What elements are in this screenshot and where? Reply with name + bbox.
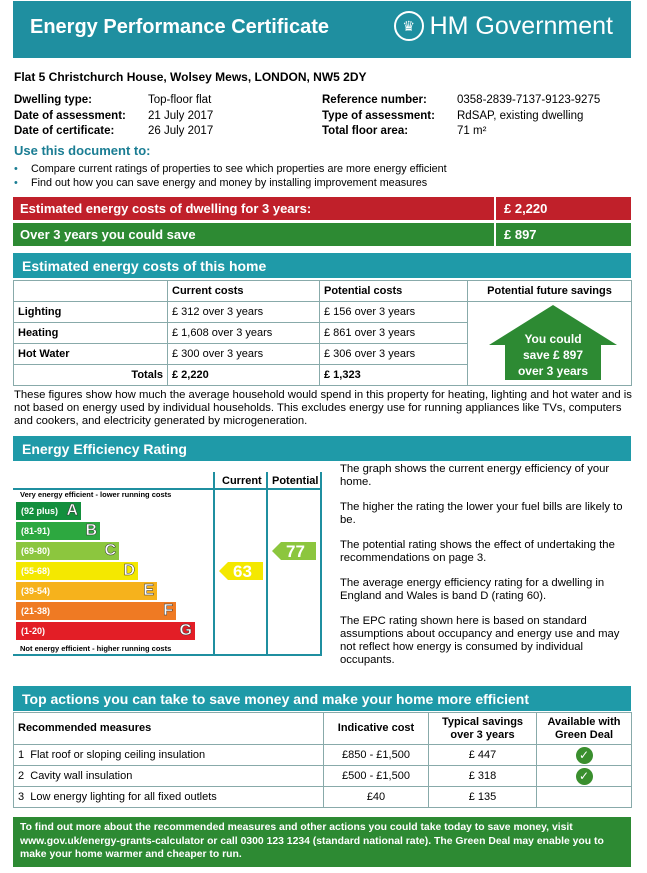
band-range: (1-20) [21, 626, 46, 636]
row-name: Heating [14, 323, 168, 344]
detail-label: Reference number: [322, 94, 427, 106]
royal-crest-icon: ♛ [394, 11, 424, 41]
detail-value: 21 July 2017 [148, 109, 214, 122]
potential-column-header: Potential [272, 475, 319, 487]
indicative-cost: £500 - £1,500 [324, 766, 429, 787]
band-letter: E [143, 582, 154, 599]
detail-label: Dwelling type: [14, 94, 92, 106]
rating-band-b [16, 522, 100, 540]
measure-number: 2 [18, 770, 25, 782]
green-deal-check-icon: ✓ [576, 768, 593, 785]
detail-value: Top-floor flat [148, 94, 212, 106]
details-right [322, 93, 600, 140]
total-potential: £ 1,323 [320, 365, 468, 386]
hm-government-logo [394, 11, 613, 41]
bullet-icon: • [14, 177, 18, 189]
table-header-row [14, 713, 632, 745]
typical-saving: £ 135 [429, 787, 537, 808]
detail-value: 71 m² [457, 125, 487, 137]
divider [494, 197, 496, 220]
measure-cell [14, 766, 324, 787]
divider [266, 472, 268, 656]
rating-explanation [340, 463, 630, 667]
measure-name: Low energy lighting for all fixed outlets [30, 791, 217, 803]
current-rating-value: 63 [233, 562, 252, 581]
band-letter: G [179, 622, 192, 639]
green-deal-cell [537, 766, 632, 787]
table-header [14, 281, 168, 302]
table-header: Typical savings over 3 years [429, 713, 537, 745]
green-deal-cell [537, 787, 632, 808]
green-deal-check-icon: ✓ [576, 747, 593, 764]
current-column-header: Current [222, 475, 262, 487]
indicative-cost: £850 - £1,500 [324, 745, 429, 766]
measure-number: 3 [18, 791, 25, 803]
rating-band-g [16, 622, 195, 640]
current-cost: £ 1,608 over 3 years [168, 323, 320, 344]
band-letter: C [104, 542, 116, 559]
arrow-line: You could [524, 332, 582, 346]
table-header: Potential future savings [468, 281, 632, 302]
details-left [14, 93, 213, 140]
bottom-note: Not energy efficient - higher running costs [20, 644, 172, 653]
rating-band-e [16, 582, 157, 600]
band-range: (81-91) [21, 526, 51, 536]
band-letter: B [85, 522, 97, 539]
band-range: (55-68) [21, 566, 51, 576]
use-document-title: Use this document to: [14, 143, 151, 158]
divider [320, 472, 322, 656]
top-note: Very energy efficient - lower running costs [20, 490, 172, 499]
table-row [14, 766, 632, 787]
paragraph: The potential rating shows the effect of undertaking the recommendations on page 3. [340, 539, 615, 564]
table-header: Potential costs [320, 281, 468, 302]
measure-name: Flat roof or sloping ceiling insulation [30, 749, 206, 761]
divider [494, 223, 496, 246]
band-range: (69-80) [21, 546, 51, 556]
detail-value: 0358-2839-7137-9123-9275 [457, 94, 601, 106]
actions-section-header [13, 686, 631, 711]
total-current: £ 2,220 [168, 365, 320, 386]
detail-value: RdSAP, existing dwelling [457, 109, 584, 122]
typical-saving: £ 318 [429, 766, 537, 787]
rating-band-f [16, 602, 176, 620]
measure-cell [14, 787, 324, 808]
potential-cost: £ 306 over 3 years [320, 344, 468, 365]
arrow-line: save £ 897 [522, 348, 584, 362]
list-item: Find out how you can save energy and money by installing improvement measures [31, 177, 428, 189]
footer-line: make your home warmer and cheaper to run. [20, 849, 242, 860]
costs-section-header [13, 253, 631, 278]
detail-label: Total floor area: [322, 125, 409, 137]
current-cost: £ 312 over 3 years [168, 302, 320, 323]
bullet-icon: • [14, 163, 18, 175]
footer-note [13, 817, 631, 867]
footer-line: To find out more about the recommended measures and other actions you could take today to save money, visit [20, 822, 573, 833]
estimated-cost-label: Estimated energy costs of dwelling for 3 years: [20, 201, 312, 216]
table-header: Current costs [168, 281, 320, 302]
rating-band-a [16, 502, 81, 520]
costs-note: These figures show how much the average household would spend in this property for heating, lighting and hot water and is not based on energy used by individual households. This excludes energy use for running appliances like TVs, computers and cookers, and electricity generated by microgeneration. [14, 389, 632, 427]
band-letter: D [123, 562, 135, 579]
measure-number: 1 [18, 749, 25, 761]
row-name: Lighting [14, 302, 168, 323]
section-title: Estimated energy costs of this home [22, 258, 267, 274]
estimated-cost-bar [13, 197, 631, 220]
table-header: Available with Green Deal [537, 713, 632, 745]
row-name: Hot Water [14, 344, 168, 365]
paragraph: The graph shows the current energy efficiency of your home. [340, 463, 610, 488]
table-header: Indicative cost [324, 713, 429, 745]
band-range: (39-54) [21, 586, 51, 596]
list-item: Compare current ratings of properties to see which properties are more energy efficient [31, 163, 447, 175]
estimated-cost-value: £ 2,220 [504, 201, 548, 216]
measure-cell [14, 745, 324, 766]
potential-cost: £ 156 over 3 years [320, 302, 468, 323]
paragraph: The EPC rating shown here is based on standard assumptions about occupancy and energy use and may not reflect how energy is consumed by individual occupants. [340, 615, 620, 666]
detail-label: Date of certificate: [14, 125, 115, 137]
table-header: Recommended measures [14, 713, 324, 745]
table-row [14, 787, 632, 808]
rating-section-header [13, 436, 631, 461]
band-range: (92 plus) [21, 506, 59, 516]
header-bar [13, 1, 631, 58]
current-cost: £ 300 over 3 years [168, 344, 320, 365]
band-letter: A [66, 502, 78, 519]
actions-table [13, 712, 632, 808]
indicative-cost: £40 [324, 787, 429, 808]
rating-band-d [16, 562, 138, 580]
section-title: Energy Efficiency Rating [22, 441, 187, 457]
divider [13, 654, 322, 656]
table-row [14, 745, 632, 766]
property-address: Flat 5 Christchurch House, Wolsey Mews, LONDON, NW5 2DY [14, 70, 367, 84]
savings-bar [13, 223, 631, 246]
potential-rating-value: 77 [286, 542, 305, 561]
page-title: Energy Performance Certificate [30, 16, 330, 38]
totals-label: Totals [14, 365, 168, 386]
typical-saving: £ 447 [429, 745, 537, 766]
current-rating-pointer [219, 562, 263, 580]
measure-name: Cavity wall insulation [30, 770, 133, 782]
rating-chart [13, 466, 322, 656]
detail-value: 26 July 2017 [148, 125, 214, 137]
band-letter: F [163, 602, 173, 619]
savings-value: £ 897 [504, 227, 537, 242]
footer-line: www.gov.uk/energy-grants-calculator or call 0300 123 1234 (standard national rate). The Green Deal may enable you to [20, 835, 604, 847]
rating-band-c [16, 542, 119, 560]
paragraph: The higher the rating the lower your fuel bills are likely to be. [340, 501, 623, 526]
arrow-line: over 3 years [517, 364, 589, 378]
table-header-row [14, 281, 632, 302]
savings-arrow-text [489, 331, 617, 379]
band-range: (21-38) [21, 606, 51, 616]
detail-label: Date of assessment: [14, 109, 126, 122]
paragraph: The average energy efficiency rating for a dwelling in England and Wales is band D (rating 60). [340, 577, 605, 602]
savings-label: Over 3 years you could save [20, 227, 196, 242]
brand-name: HM Government [429, 11, 613, 40]
green-deal-cell [537, 745, 632, 766]
use-document-list [14, 162, 447, 190]
divider [213, 472, 215, 656]
potential-rating-pointer [272, 542, 316, 560]
potential-cost: £ 861 over 3 years [320, 323, 468, 344]
detail-label: Type of assessment: [322, 109, 435, 122]
section-title: Top actions you can take to save money and make your home more efficient [22, 691, 529, 707]
